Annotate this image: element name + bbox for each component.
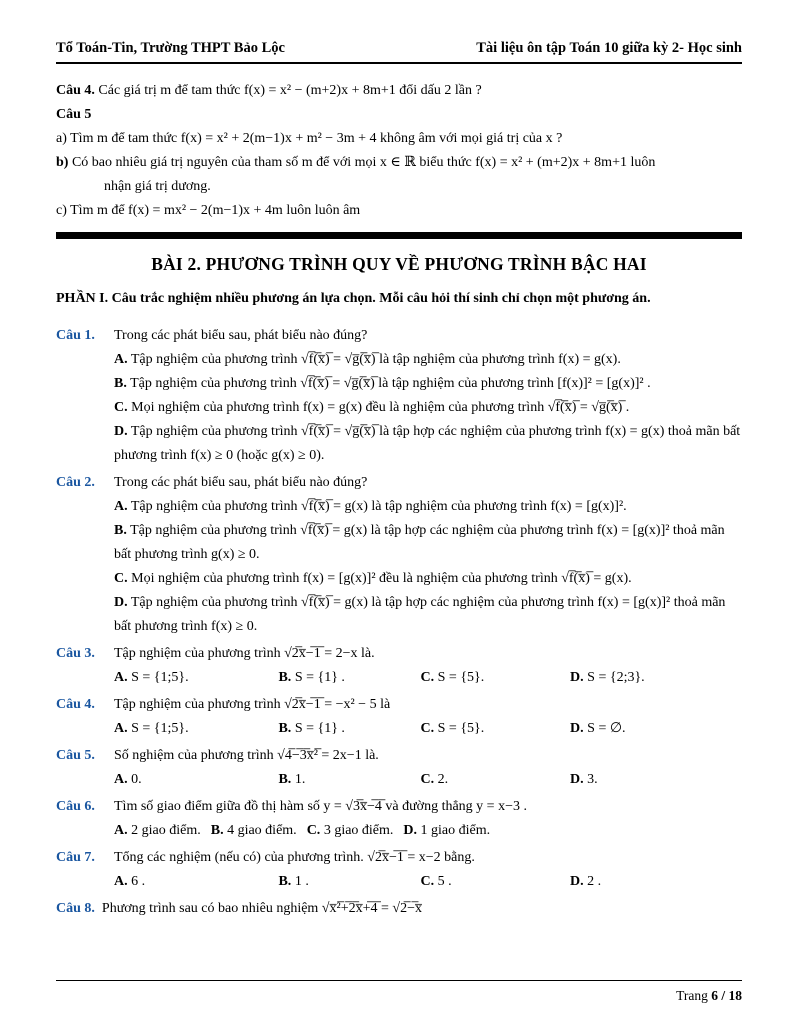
option-key: A. xyxy=(114,823,128,838)
question xyxy=(56,642,742,690)
options-row xyxy=(114,717,742,741)
option-key: C. xyxy=(114,400,128,415)
page-number-label: Trang xyxy=(676,988,708,1003)
option xyxy=(570,666,742,690)
question-label: Câu 5 xyxy=(56,107,92,122)
option-text: Tập nghiệm của phương trình √f̅(̅x̅)̅ = √g̅(̅x̅)̅ là tập hợp các nghiệm của phương trình f(x) = g(x) thoả mãn bất phương trình f(x) ≥ 0 (hoặc g(x) ≥ 0). xyxy=(114,424,741,463)
questions-list xyxy=(56,324,742,921)
option-text: Tập nghiệm của phương trình √f̅(̅x̅)̅ = g(x) là tập hợp các nghiệm của phương trình f(x) = [g(x)]² thoả mãn bất phương trình f(x) ≥ 0. xyxy=(114,595,726,634)
intro-question-5b-continued: nhận giá trị dương. xyxy=(104,179,211,194)
header-left-text: Tổ Toán-Tin, Trường THPT Bảo Lộc xyxy=(56,40,285,56)
option-text: S = {1;5}. xyxy=(127,670,189,685)
option-key: C. xyxy=(420,670,435,685)
header-right-text: Tài liệu ôn tập Toán 10 giữa kỳ 2- Học sinh xyxy=(476,40,742,56)
option-text: 4 giao điểm. xyxy=(223,823,297,838)
options-row xyxy=(114,768,742,792)
option xyxy=(114,567,742,591)
question-label: Câu 2. xyxy=(56,475,95,490)
option-text: Mọi nghiệm của phương trình f(x) = [g(x)]² đều là nghiệm của phương trình √f̅(̅x̅)̅ = g(x). xyxy=(127,571,632,586)
option-key: C. xyxy=(420,772,435,787)
section-divider xyxy=(56,232,742,239)
option xyxy=(114,420,742,468)
option-key: B. xyxy=(278,670,292,685)
page-footer xyxy=(56,980,742,1004)
question xyxy=(56,693,742,741)
intro-question-5c: c) Tìm m để f(x) = mx² − 2(m−1)x + 4m luôn luôn âm xyxy=(56,203,361,218)
option-text: S = {1} . xyxy=(291,721,345,736)
question-text: Các giá trị m để tam thức f(x) = x² − (m+2)x + 8m+1 đổi dấu 2 lần ? xyxy=(98,83,482,98)
option-text: S = {1} . xyxy=(291,670,345,685)
option-key: D. xyxy=(570,670,584,685)
option-key: A. xyxy=(114,670,128,685)
option xyxy=(114,768,278,792)
question-label: Câu 7. xyxy=(56,850,95,865)
subquestion-label: b) xyxy=(56,155,69,170)
option-text: S = {2;3}. xyxy=(583,670,645,685)
question xyxy=(56,744,742,792)
option xyxy=(278,768,420,792)
question-body xyxy=(102,901,422,916)
option xyxy=(570,717,742,741)
options-row xyxy=(114,870,742,894)
option-text: 2 giao điểm. xyxy=(127,823,201,838)
option-key: A. xyxy=(114,352,128,367)
intro-question-5 xyxy=(56,104,742,126)
option-key: A. xyxy=(114,721,128,736)
option-text: S = {5}. xyxy=(434,721,485,736)
option-text: 1 giao điểm. xyxy=(417,823,491,838)
option-key: B. xyxy=(114,523,127,538)
question-label: Câu 8. xyxy=(56,901,95,916)
question-text: Tập nghiệm của phương trình √2̅x̅−̅1̅ = −x² − 5 là xyxy=(114,697,391,712)
question-body xyxy=(114,795,742,843)
option-text: 5 . xyxy=(434,874,452,889)
option-key: D. xyxy=(570,772,584,787)
option xyxy=(421,666,571,690)
question xyxy=(56,324,742,468)
option-key: B. xyxy=(278,874,292,889)
question-text: Tổng các nghiệm (nếu có) của phương trình. √2̅x̅−̅1̅ = x−2 bằng. xyxy=(114,850,475,865)
option-text: 3 giao điểm. xyxy=(320,823,394,838)
option xyxy=(421,870,571,894)
option-text: 1 . xyxy=(291,874,309,889)
intro-section xyxy=(56,80,742,222)
option-text: S = {5}. xyxy=(434,670,485,685)
question-body xyxy=(114,324,742,468)
section-title: BÀI 2. PHƯƠNG TRÌNH QUY VỀ PHƯƠNG TRÌNH BẬC HAI xyxy=(151,254,647,274)
option-text: S = {1;5}. xyxy=(127,721,189,736)
option-key: D. xyxy=(403,823,418,838)
question-text: Tập nghiệm của phương trình √2̅x̅−̅1̅ = 2−x là. xyxy=(114,646,375,661)
option xyxy=(421,768,571,792)
option-text: S = ∅. xyxy=(583,721,626,736)
question-body xyxy=(114,846,742,894)
option xyxy=(114,519,742,567)
option-key: B. xyxy=(278,721,292,736)
option xyxy=(114,372,742,396)
option-key: C. xyxy=(420,874,435,889)
option-text: 0. xyxy=(127,772,142,787)
option-key: A. xyxy=(114,499,128,514)
option-key: D. xyxy=(114,595,128,610)
question-text: Tìm số giao điểm giữa đồ thị hàm số y = √3̅x̅−̅4̅ và đường thẳng y = x−3 . xyxy=(114,799,527,814)
option-text: Tập nghiệm của phương trình √f̅(̅x̅)̅ = g(x) là tập nghiệm của phương trình f(x) = [g(x)]². xyxy=(127,499,627,514)
question-label: Câu 6. xyxy=(56,799,95,814)
question-body xyxy=(114,471,742,639)
option-key: A. xyxy=(114,772,128,787)
question-label: Câu 3. xyxy=(56,646,95,661)
option-text: 6 . xyxy=(127,874,146,889)
question-body xyxy=(114,642,742,690)
question-label: Câu 4. xyxy=(56,83,95,98)
question-text: Phương trình sau có bao nhiêu nghiệm √x̅²̅+̅2̅x̅+̅4̅ = √2̅−̅x̅ xyxy=(101,901,422,916)
part-intro: PHẦN I. Câu trắc nghiệm nhiều phương án lựa chọn. Mỗi câu hỏi thí sinh chỉ chọn một phương án. xyxy=(56,291,651,306)
question-text: Trong các phát biểu sau, phát biểu nào đúng? xyxy=(114,328,368,343)
option xyxy=(114,495,742,519)
intro-question-4 xyxy=(56,80,742,102)
option-key: C. xyxy=(306,823,321,838)
option-key: D. xyxy=(570,874,584,889)
option-key: B. xyxy=(114,376,127,391)
option-key: C. xyxy=(420,721,435,736)
question-text: Số nghiệm của phương trình √4̅−̅3̅x̅²̅ = 2x−1 là. xyxy=(114,748,379,763)
option-text: Tập nghiệm của phương trình √f̅(̅x̅)̅ = g(x) là tập hợp các nghiệm của phương trình f(x) = [g(x)]² thoả mãn bất phương trình g(x) ≥ 0. xyxy=(114,523,725,562)
option-text: 1. xyxy=(291,772,306,787)
option xyxy=(114,591,742,639)
option xyxy=(403,823,490,838)
option-key: D. xyxy=(114,424,128,439)
page-header xyxy=(56,40,742,64)
option-key: A. xyxy=(114,874,128,889)
option xyxy=(114,870,278,894)
question xyxy=(56,795,742,843)
option xyxy=(114,666,278,690)
option xyxy=(278,717,420,741)
intro-question-5b xyxy=(56,152,742,174)
question xyxy=(56,846,742,894)
option xyxy=(278,870,420,894)
option-text: Mọi nghiệm của phương trình f(x) = g(x) đều là nghiệm của phương trình √f̅(̅x̅)̅ = √g̅(̅x̅)̅ . xyxy=(127,400,630,415)
question-body xyxy=(114,693,742,741)
option-text: Tập nghiệm của phương trình √f̅(̅x̅)̅ = √g̅(̅x̅)̅ là tập nghiệm của phương trình f(x) = g(x). xyxy=(127,352,621,367)
options-row xyxy=(114,819,742,843)
question-text: Trong các phát biểu sau, phát biểu nào đúng? xyxy=(114,475,368,490)
subquestion-text: Có bao nhiêu giá trị nguyên của tham số m để với mọi x ∈ ℝ biểu thức f(x) = x² + (m+2)x + 8m+1 luôn xyxy=(71,155,656,170)
question xyxy=(56,897,742,921)
question-body xyxy=(114,744,742,792)
option xyxy=(114,717,278,741)
option xyxy=(421,717,571,741)
question-label: Câu 1. xyxy=(56,328,95,343)
option-text: 2 . xyxy=(583,874,602,889)
option-text: 2. xyxy=(434,772,449,787)
option xyxy=(114,823,201,838)
option xyxy=(211,823,297,838)
question-label: Câu 5. xyxy=(56,748,95,763)
option xyxy=(114,348,742,372)
options-row xyxy=(114,666,742,690)
option xyxy=(278,666,420,690)
option-key: D. xyxy=(570,721,584,736)
option-text: 3. xyxy=(583,772,598,787)
option-key: B. xyxy=(278,772,292,787)
option-key: B. xyxy=(210,823,224,838)
option xyxy=(114,396,742,420)
option xyxy=(307,823,394,838)
page-number-value: 6 / 18 xyxy=(711,988,742,1003)
question-label: Câu 4. xyxy=(56,697,95,712)
option-text: Tập nghiệm của phương trình √f̅(̅x̅)̅ = √g̅(̅x̅)̅ là tập nghiệm của phương trình [f(x)]² = [g(x)]² . xyxy=(126,376,651,391)
option xyxy=(570,768,742,792)
intro-question-5a: a) Tìm m để tam thức f(x) = x² + 2(m−1)x + m² − 3m + 4 không âm với mọi giá trị của x ? xyxy=(56,131,563,146)
option-key: C. xyxy=(114,571,128,586)
option xyxy=(570,870,742,894)
question xyxy=(56,471,742,639)
